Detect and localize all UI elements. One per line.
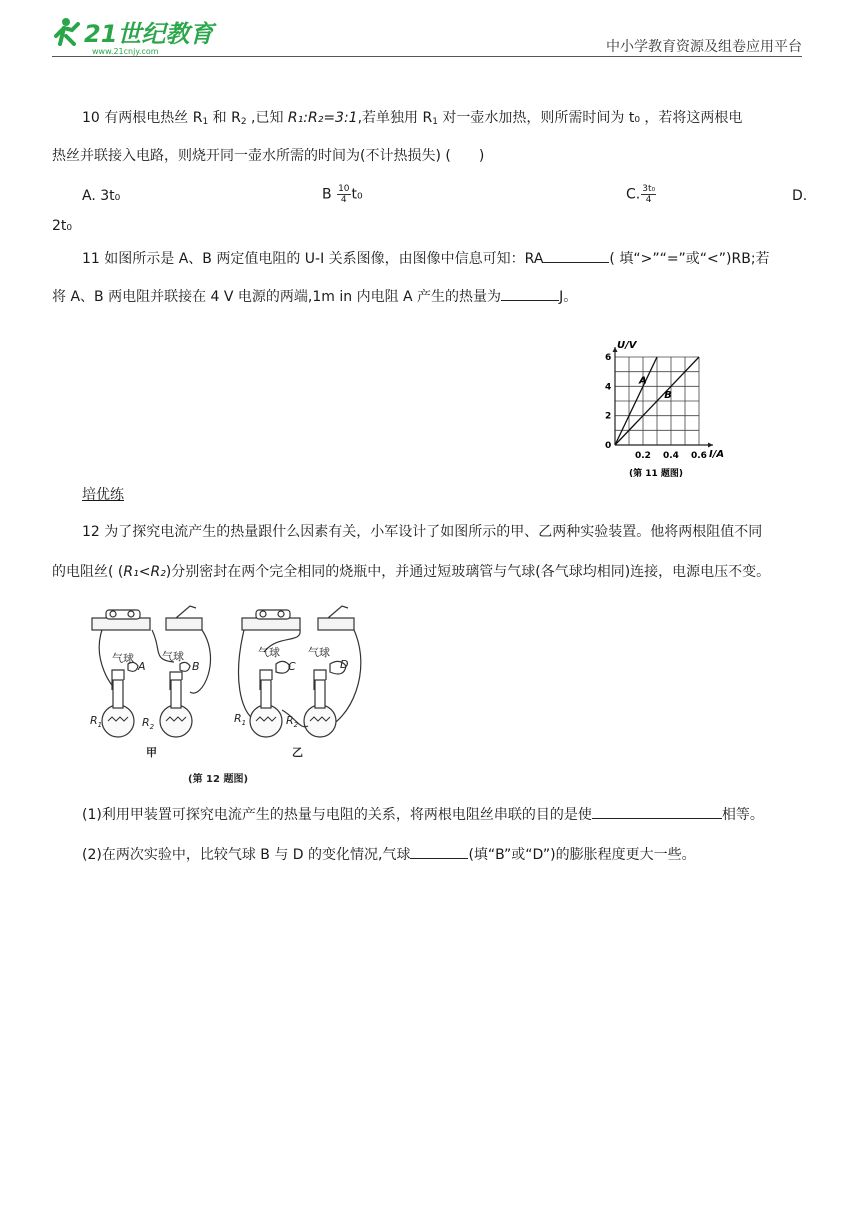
q10-line2: 热丝并联接入电路，则烧开同一壶水所需的时间为(不计热损失) ( ) (52, 148, 485, 164)
label-d: D (340, 658, 349, 671)
q10-ratio: R₁:R₂=3:1 (287, 110, 358, 126)
logo-url: www.21cnjy.com (92, 47, 159, 56)
runner-icon (56, 18, 78, 44)
label-r2: $R_2$ (286, 714, 299, 729)
y-tick-label: 0 (605, 441, 612, 451)
label-yi: 乙 (292, 746, 303, 759)
battery-icon (242, 618, 300, 630)
label-b: B (192, 660, 200, 673)
q12-blank-1[interactable] (592, 804, 722, 819)
balloon-label: 气球 (258, 646, 280, 659)
apparatus-yi (239, 606, 361, 737)
q10-option-d-value: 2t₀ (52, 218, 73, 234)
ui-graph (595, 335, 735, 485)
q12-figure-caption: (第 12 题图) (188, 774, 249, 785)
flask-icon (160, 705, 192, 737)
label-r1: $R_1$ (234, 712, 247, 727)
q11-blank-2[interactable] (501, 286, 559, 301)
label-a: A (138, 660, 146, 673)
switch-icon (166, 618, 202, 630)
q11-line1: 11 如图所示是 A、B 两定值电阻的 U-I 关系图像，由图像中信息可知：RA ( 填“>”“=”或“<”)RB;若 (52, 248, 838, 269)
q12-sub2: (2)在两次实验中，比较气球 B 与 D 的变化情况,气球 (填“B”或“D”)的膨胀程度更大一些。 (52, 844, 838, 865)
q12-blank-2[interactable] (410, 844, 468, 859)
x-tick-label: 0.2 (635, 451, 651, 461)
label-jia: 甲 (146, 746, 157, 759)
flask-icon (304, 705, 336, 737)
q11-figure-caption: (第 11 题图) (629, 469, 684, 479)
flask-icon (250, 705, 282, 737)
flask-icon (102, 705, 134, 737)
platform-name: 中小学教育资源及组卷应用平台 (606, 39, 802, 55)
x-tick-label: 0.6 (691, 451, 707, 461)
q10-option-c: C. $\frac{\text{3t₀}}{4}$ (626, 184, 656, 205)
q12-line1: 12 为了探究电流产生的热量跟什么因素有关，小军设计了如图所示的甲、乙两种实验装置。他将两根阻值不同 (82, 524, 763, 540)
logo-text: 21世纪教育 (84, 20, 214, 48)
balloon-label: 气球 (308, 646, 330, 659)
balloon-label: 气球 (162, 650, 184, 663)
site-logo (52, 14, 222, 58)
battery-icon (92, 618, 150, 630)
q10-line1: 10 有两根电热丝 $R_1$ 和 $R_2$ ,已知 R₁:R₂=3:1,若单独用 $R_1$ 对一壶水加热，则所需时间为 t₀ ，若将这两根电 (82, 110, 743, 127)
q12-line2: 的电阻丝( (R₁<R₂)分别密封在两个完全相同的烧瓶中，并通过短玻璃管与气球(各气球均相同)连接，电源电压不变。 (52, 564, 771, 580)
y-tick-label: 6 (605, 353, 612, 363)
y-tick-label: 2 (605, 411, 612, 422)
q11-line2: 将 A、B 两电阻并联接在 4 V 电源的两端,1m in 内电阻 A 产生的热量为 J。 (52, 286, 808, 307)
balloon-label: 气球 (112, 652, 134, 665)
x-tick-label: 0.4 (663, 451, 679, 461)
label-r2: $R_2$ (142, 716, 155, 731)
series-label-a: A (639, 375, 647, 387)
series-label-b: B (664, 390, 672, 402)
q10-option-c-fraction: $\frac{\text{3t₀}}{4}$ (642, 184, 656, 205)
x-axis-arrow (708, 443, 713, 448)
header-divider (52, 56, 802, 57)
q10-option-a: A. 3t₀ (82, 188, 121, 204)
x-axis-label: I/A (709, 449, 725, 460)
q12-sub1: (1)利用甲装置可探究电流产生的热量与电阻的关系，将两根电阻丝串联的目的是使 相等。 (52, 804, 838, 825)
q11-blank-1[interactable] (543, 248, 609, 263)
switch-icon (318, 618, 354, 630)
y-axis-label: U/V (617, 340, 637, 351)
q12-condition: R₁<R₂ (123, 564, 166, 580)
q10-option-b-fraction: $\frac{10}{4}$ (338, 184, 350, 205)
y-tick-label: 4 (605, 382, 612, 393)
q10-option-b: B $\frac{10}{4}$ t₀ (322, 184, 363, 205)
section-title: 培优练 (82, 487, 124, 503)
apparatus-figure (82, 600, 372, 790)
label-r1: $R_1$ (90, 714, 103, 729)
q10-option-d: D. (792, 188, 808, 204)
label-c: C (288, 660, 296, 673)
